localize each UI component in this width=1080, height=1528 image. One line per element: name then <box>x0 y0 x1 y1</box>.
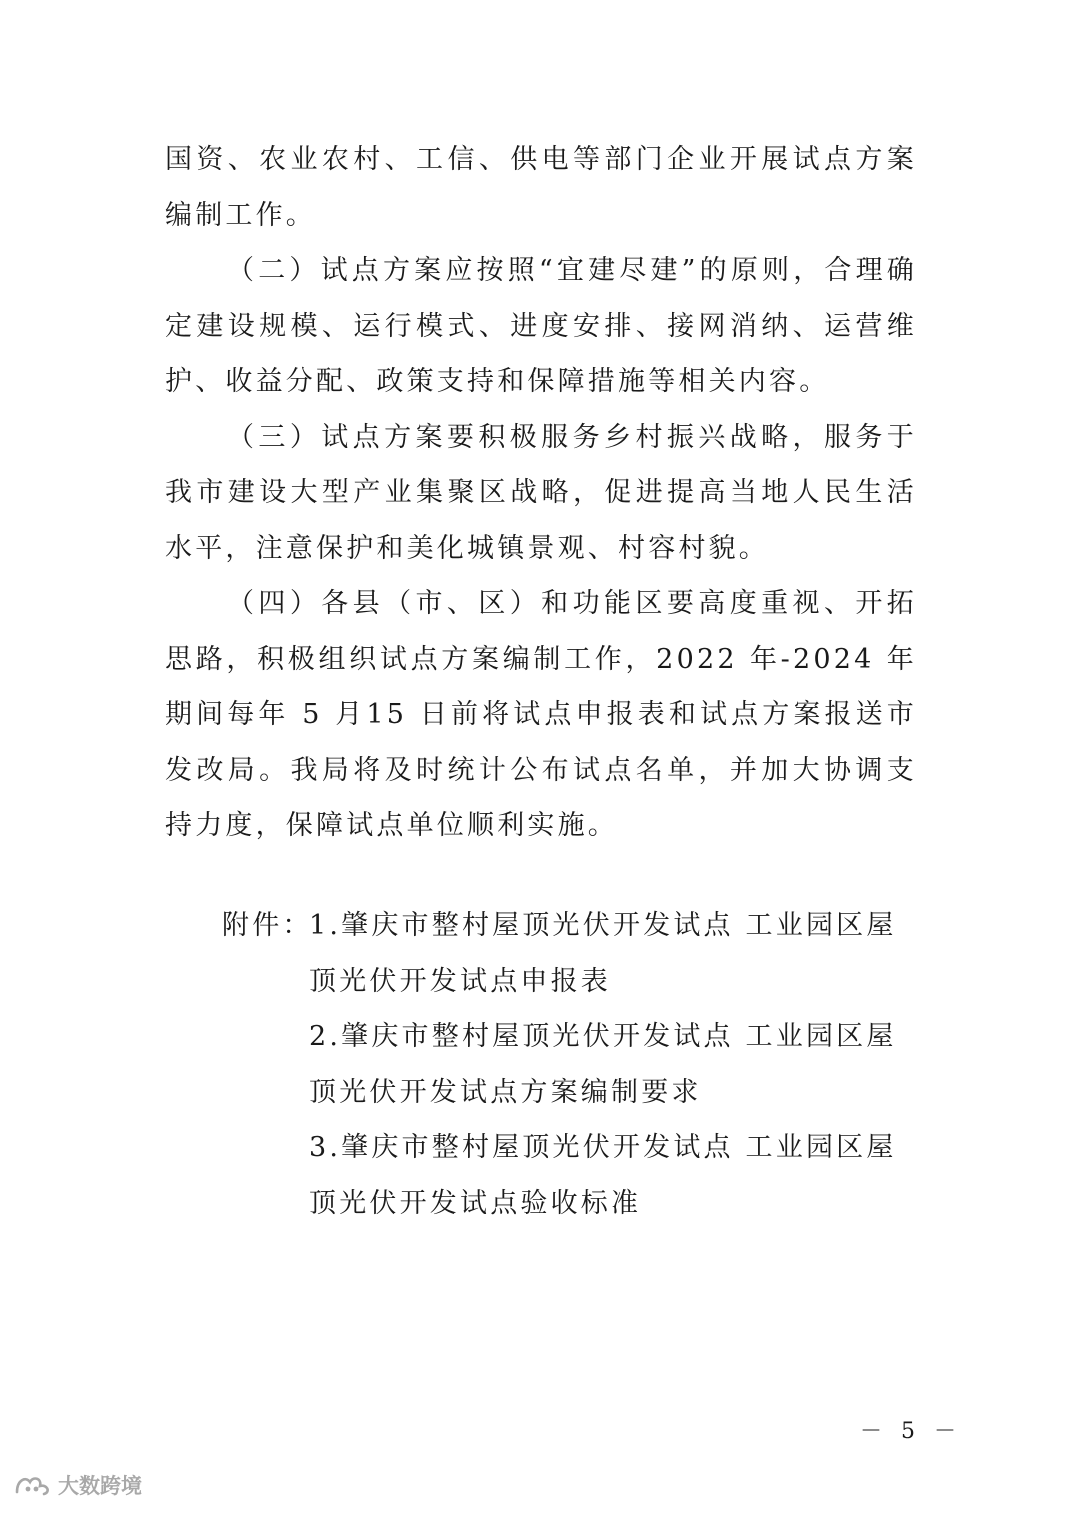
watermark <box>14 1470 142 1500</box>
attachment-item-1: 1.肇庆市整村屋顶光伏开发试点 工业园区屋顶光伏开发试点申报表 <box>309 910 897 997</box>
paragraph-item-4: （四）各县（市、区）和功能区要高度重视、开拓思路，积极组织试点方案编制工作，2022 年-2024 年期间每年 5 月15 日前将试点申报表和试点方案报送市发改局。我局将及时统计公布试点名单，并加大协调支持力度，保障试点单位顺利实施。 <box>165 588 917 841</box>
attachment-item-2: 2.肇庆市整村屋顶光伏开发试点 工业园区屋顶光伏开发试点方案编制要求 <box>309 1021 897 1108</box>
attachment-item-3: 3.肇庆市整村屋顶光伏开发试点 工业园区屋顶光伏开发试点验收标准 <box>309 1132 897 1219</box>
watermark-text: 大数跨境 <box>58 1474 142 1498</box>
paragraph-item-3: （三）试点方案要积极服务乡村振兴战略，服务于我市建设大型产业集聚区战略，促进提高当地人民生活水平，注意保护和美化城镇景观、村容村貌。 <box>165 421 917 564</box>
page-number: － 5 － <box>860 1419 962 1444</box>
paragraph-continuation: 国资、农业农村、工信、供电等部门企业开展试点方案编制工作。 <box>165 144 917 231</box>
logo-icon <box>14 1472 54 1498</box>
paragraph-item-2: （二）试点方案应按照“宜建尽建”的原则，合理确定建设规模、运行模式、进度安排、接网消纳、运营维护、收益分配、政策支持和保障措施等相关内容。 <box>165 255 917 397</box>
attachments-label: 附件： <box>222 910 313 941</box>
attachments-list <box>309 898 912 1231</box>
body-text <box>165 132 917 854</box>
